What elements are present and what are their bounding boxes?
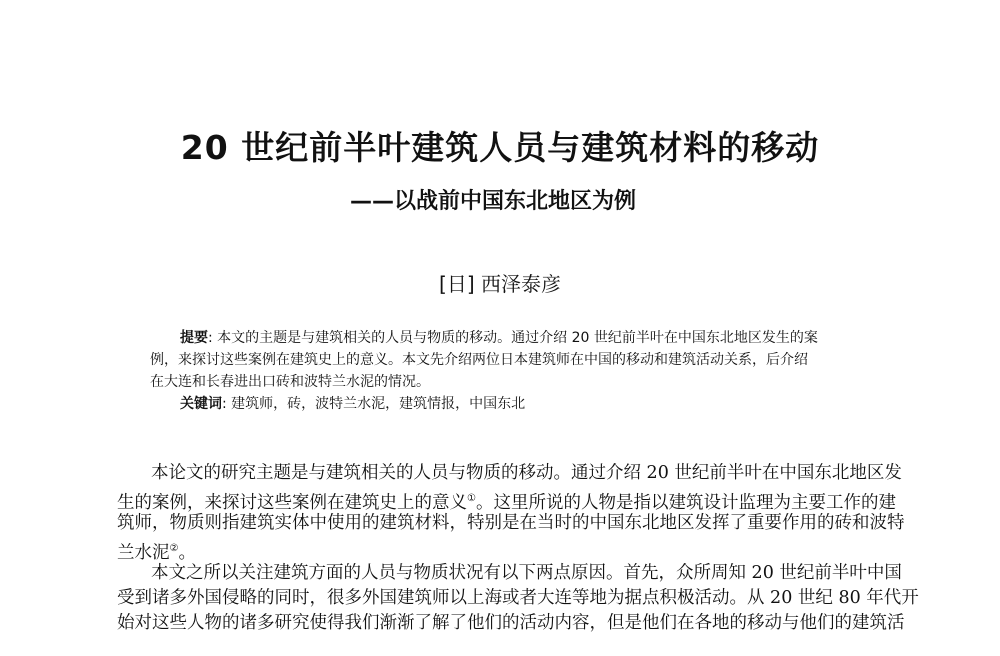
abstract-line: [150, 349, 870, 371]
body-line: [117, 461, 907, 486]
footnote-marker: ①: [467, 493, 476, 504]
body-line: [117, 586, 919, 611]
body-text-span: 始对这些人物的诸多研究使得我们渐渐了解了他们的活动内容，但是他们在各地的移动与他们的建筑活: [117, 613, 905, 633]
body-text: [117, 461, 919, 636]
body-text-span: 。这里所说的人物是指以建筑设计监理为主要工作的建: [475, 492, 896, 513]
keywords-label-separator: :: [222, 396, 232, 412]
keywords-line: [150, 393, 870, 415]
keywords-text: 建筑师，砖，波特兰水泥，建筑情报，中国东北: [231, 396, 526, 412]
abstract-label: 提要: [180, 330, 208, 346]
author-name: [日] 西泽泰彦: [439, 272, 561, 296]
body-text-span: 受到诸多外国侵略的同时，很多外国建筑师以上海或者大连等地为据点积极活动。从 20 世纪 80 年代开: [117, 588, 919, 608]
body-text-span: 生的案例，来探讨这些案例在建筑史上的意义: [117, 492, 467, 513]
body-line: [117, 611, 907, 636]
body-line: [117, 536, 907, 561]
abstract-text: 例，来探讨这些案例在建筑史上的意义。本文先介绍两位日本建筑师在中国的移动和建筑活动关系，后介绍: [150, 352, 808, 368]
body-text-span: 兰水泥: [117, 542, 170, 563]
body-line: [117, 561, 907, 586]
footnote-marker: ②: [169, 543, 179, 554]
abstract-text: 本文的主题是与建筑相关的人员与物质的移动。通过介绍 20 世纪前半叶在中国东北地区发生的案: [217, 330, 818, 346]
body-line: [117, 511, 907, 536]
body-text-span: 本文之所以关注建筑方面的人员与物质状况有以下两点原因。首先，众所周知 20 世纪前半叶中国: [151, 563, 902, 583]
body-text-span: 本论文的研究主题是与建筑相关的人员与物质的移动。通过介绍 20 世纪前半叶在中国东北地区发: [151, 463, 902, 483]
body-text-span: 。: [178, 542, 196, 563]
abstract-line: [150, 327, 870, 349]
keywords-label: 关键词: [180, 396, 222, 412]
abstract-line: [150, 371, 870, 393]
body-line: [117, 486, 907, 511]
paper-title: 20 世纪前半叶建筑人员与建筑材料的移动: [180, 128, 820, 167]
abstract-label-separator: :: [208, 330, 218, 346]
paper-subtitle: ——以战前中国东北地区为例: [350, 189, 637, 214]
abstract-text: 在大连和长春进出口砖和波特兰水泥的情况。: [150, 374, 430, 390]
body-text-span: 筑师，物质则指建筑实体中使用的建筑材料，特别是在当时的中国东北地区发挥了重要作用的砖和波特: [117, 513, 905, 533]
abstract-block: [150, 327, 870, 415]
